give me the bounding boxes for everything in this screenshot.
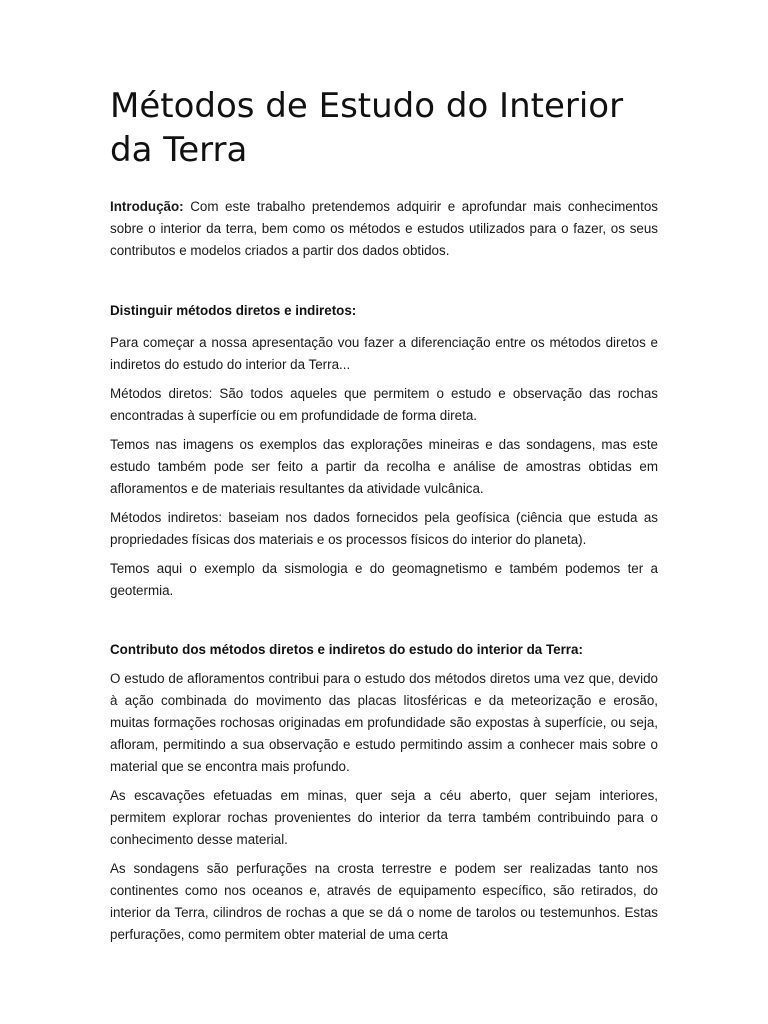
intro-paragraph: [110, 196, 658, 262]
intro-text: Com este trabalho pretendemos adquirir e aprofundar mais conhecimentos sobre o interior da terra, bem como os métodos e estudos utilizados para o fazer, os seus contributos e modelos criados a partir dos dados obtidos.: [110, 199, 658, 258]
section-heading-distinguir: Distinguir métodos diretos e indiretos:: [110, 303, 357, 318]
paragraph: O estudo de afloramentos contribui para o estudo dos métodos diretos uma vez que, devido à ação combinada do movimento das placas litosféricas e da meteorização e erosão, muitas formações rochosas originadas em profundidade são expostas à superfície, ou seja, afloram, permitindo a sua observação e estudo permitindo assim a conhecer mais sobre o material que se encontra mais profundo.: [110, 671, 658, 774]
paragraph: As sondagens são perfurações na crosta terrestre e podem ser realizadas tanto nos continentes como nos oceanos e, através de equipamento específico, são retirados, do interior da Terra, cilindros de rochas a que se dá o nome de tarolos ou testemunhos. Estas perfurações, como permitem obter material de uma certa: [110, 861, 658, 942]
paragraph: Temos aqui o exemplo da sismologia e do geomagnetismo e também podemos ter a geotermia.: [110, 561, 658, 598]
intro-lead: Introdução:: [110, 199, 184, 214]
document-title: Métodos de Estudo do Interior da Terra: [110, 86, 624, 170]
paragraph: Métodos indiretos: baseiam nos dados fornecidos pela geofísica (ciência que estuda as propriedades físicas dos materiais e os processos físicos do interior do planeta).: [110, 510, 658, 547]
section-heading-contributo: Contributo dos métodos diretos e indiretos do estudo do interior da Terra:: [110, 642, 583, 657]
paragraph: Métodos diretos: São todos aqueles que permitem o estudo e observação das rochas encontradas à superfície ou em profundidade de forma direta.: [110, 386, 658, 423]
paragraph: Para começar a nossa apresentação vou fazer a diferenciação entre os métodos diretos e indiretos do estudo do interior da Terra...: [110, 335, 658, 372]
paragraph: Temos nas imagens os exemplos das explorações mineiras e das sondagens, mas este estudo também pode ser feito a partir da recolha e análise de amostras obtidas em afloramentos e de materiais resultantes da atividade vulcânica.: [110, 437, 658, 496]
document-body: [110, 196, 658, 953]
paragraph: As escavações efetuadas em minas, quer seja a céu aberto, quer sejam interiores, permitem explorar rochas provenientes do interior da terra também contribuindo para o conhecimento desse material.: [110, 788, 658, 847]
